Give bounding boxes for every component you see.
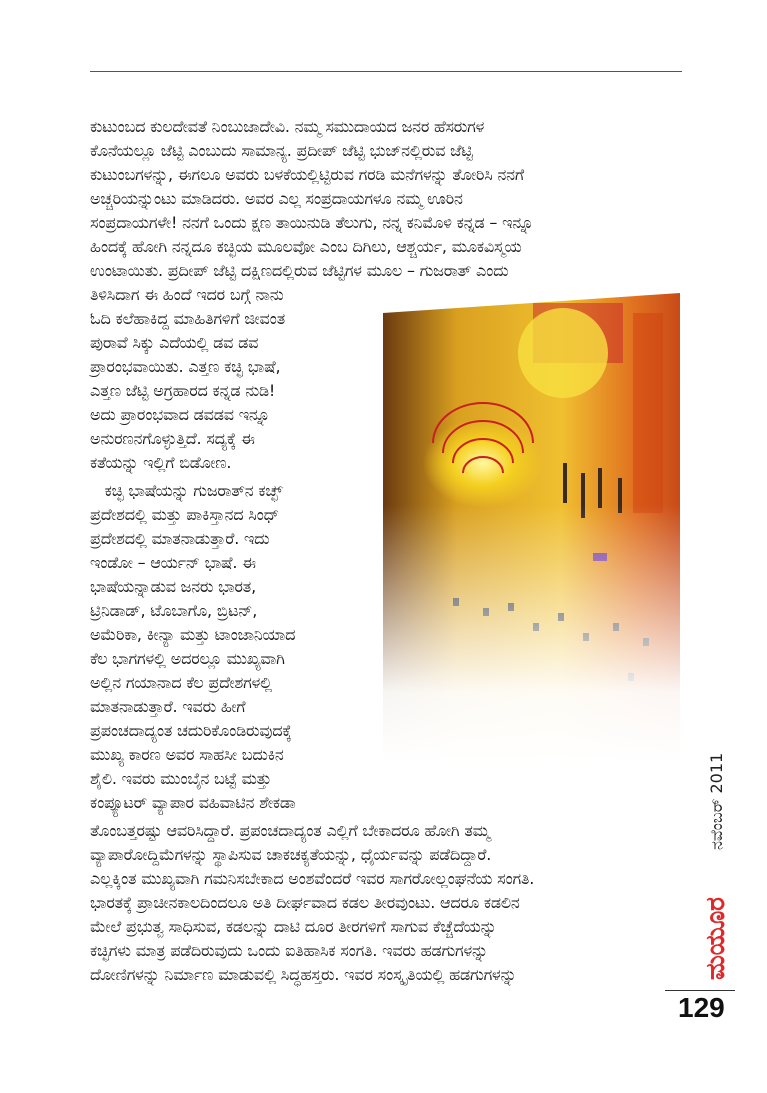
article-line: ಭಾರತಕ್ಕೆ ಪ್ರಾಚೀನಕಾಲದಿಂದಲೂ ಅತಿ ದೀರ್ಘವಾದ ಕಡಲ ತೀರವುಂಟು. ಆದರೂ ಕಡಲಿನ: [90, 893, 520, 912]
article-line: ಇಂಡೋ – ಆರ್ಯನ್ ಭಾಷೆ. ಈ: [90, 553, 256, 572]
article-line: ವ್ಯಾಪಾರೋದ್ದಿಮೆಗಳನ್ನು ಸ್ಥಾಪಿಸುವ ಚಾಕಚಕ್ಯತೆಯನ್ನು, ಧೈರ್ಯವನ್ನು ಪಡೆದಿದ್ದಾರೆ.: [90, 845, 492, 864]
article-line: ಕೆಲ ಭಾಗಗಳಲ್ಲಿ ಅದರಲ್ಲೂ ಮುಖ್ಯವಾಗಿ: [90, 649, 285, 668]
article-line: ಭಾಷೆಯನ್ನಾಡುವ ಜನರು ಭಾರತ,: [90, 577, 256, 596]
article-line: ಪ್ರದೇಶದಲ್ಲಿ ಮಾತನಾಡುತ್ತಾರೆ. ಇದು: [90, 529, 270, 548]
top-rule: [90, 71, 682, 72]
footer-rule: [665, 990, 735, 991]
article-line: ಪುರಾವೆ ಸಿಕ್ಕು ಎದೆಯಲ್ಲಿ ಡವ ಡವ: [90, 333, 259, 352]
article-line: ಕಂಪ್ಯೂಟರ್ ವ್ಯಾಪಾರ ವಹಿವಾಟಿನ ಶೇಕಡಾ: [90, 793, 296, 812]
article-line: ತಿಳಿಸಿದಾಗ ಈ ಹಿಂದೆ ಇದರ ಬಗ್ಗೆ ನಾನು: [90, 285, 284, 304]
article-line: ಮಾತನಾಡುತ್ತಾರೆ. ಇವರು ಹೀಗೆ: [90, 697, 246, 716]
article-line: ಕೊನೆಯಲ್ಲೂ ಜೆಟ್ಟಿ ಎಂಬುದು ಸಾಮಾನ್ಯ. ಪ್ರದೀಪ್ ಜೆಟ್ಟಿ ಭುಜ್‌ನಲ್ಲಿರುವ ಜೆಟ್ಟಿ: [90, 141, 473, 160]
article-line: ಮೇಲೆ ಪ್ರಭುತ್ವ ಸಾಧಿಸುವ, ಕಡಲನ್ನು ದಾಟಿ ದೂರ ತೀರಗಳಿಗೆ ಸಾಗುವ ಕೆಚ್ಚೆದೆಯನ್ನು: [90, 917, 497, 936]
article-line: ಅದು ಪ್ರಾರಂಭವಾದ ಡವಡವ ಇನ್ನೂ: [90, 405, 270, 424]
article-line: ಕಚ್ಛಿಗಳು ಮಾತ್ರ ಪಡೆದಿರುವುದು ಒಂದು ಐತಿಹಾಸಿಕ ಸಂಗತಿ. ಇವರು ಹಡಗುಗಳನ್ನು: [90, 941, 488, 960]
article-line: ಎಲ್ಲಕ್ಕಿಂತ ಮುಖ್ಯವಾಗಿ ಗಮನಿಸಬೇಕಾದ ಅಂಶವೆಂದರೆ ಇವರ ಸಾಗರೋಲ್ಲಂಘನೆಯ ಸಂಗತಿ.: [90, 869, 535, 888]
article-line: ಪ್ರಪಂಚದಾದ್ಯಂತ ಚದುರಿಕೊಂಡಿರುವುದಕ್ಕೆ: [90, 721, 292, 740]
article-line: ಕುಟುಂಬಗಳನ್ನು, ಈಗಲೂ ಅವರು ಬಳಕೆಯಲ್ಲಿಟ್ಟಿರುವ ಗರಡಿ ಮನೆಗಳನ್ನು ತೋರಿಸಿ ನನಗೆ: [90, 165, 524, 184]
page-number: 129: [678, 992, 725, 1023]
issue-date: ನವೆಂಬರ್ 2011: [707, 752, 726, 850]
article-line: ಪ್ರಾರಂಭವಾಯಿತು. ಎತ್ತಣ ಕಚ್ಛಿ ಭಾಷೆ,: [90, 357, 281, 376]
abstract-illustration: [383, 293, 680, 763]
article-line: ಅಲ್ಲಿನ ಗಯಾನಾದ ಕೆಲ ಪ್ರದೇಶಗಳಲ್ಲಿ: [90, 673, 272, 692]
article-line: ದೋಣಿಗಳನ್ನು ನಿರ್ಮಾಣ ಮಾಡುವಲ್ಲಿ ಸಿದ್ಧಹಸ್ತರು. ಇವರ ಸಂಸ್ಕೃತಿಯಲ್ಲಿ ಹಡಗುಗಳನ್ನು: [90, 965, 517, 984]
article-line: ಉಂಟಾಯಿತು. ಪ್ರದೀಪ್ ಜೆಟ್ಟಿ ದಕ್ಷಿಣದಲ್ಲಿರುವ ಜೆಟ್ಟಿಗಳ ಮೂಲ – ಗುಜರಾತ್ ಎಂದು: [90, 261, 509, 280]
article-line: ಅನುರಣನಗೊಳ್ಳುತ್ತಿದೆ. ಸದ್ಯಕ್ಕೆ ಈ: [90, 429, 255, 448]
article-line: ಶೈಲಿ. ಇವರು ಮುಂಬೈನ ಬಟ್ಟೆ ಮತ್ತು: [90, 769, 272, 788]
illustration-fade: [383, 293, 680, 763]
article-line: ಅಚ್ಚರಿಯನ್ನುಂಟು ಮಾಡಿದರು. ಅವರ ಎಲ್ಲ ಸಂಪ್ರದಾಯಗಳೂ ನಮ್ಮ ಊರಿನ: [90, 189, 463, 208]
article-line: ಹಿಂದಕ್ಕೆ ಹೋಗಿ ನನ್ನದೂ ಕಚ್ಛಿಯ ಮೂಲವೋ ಎಂಬ ದಿಗಿಲು, ಆಶ್ಚರ್ಯ, ಮೂಕವಿಸ್ಮಯ: [90, 237, 522, 256]
article-line: ಪ್ರದೇಶದಲ್ಲಿ ಮತ್ತು ಪಾಕಿಸ್ತಾನದ ಸಿಂಧ್: [90, 505, 279, 524]
article-line: ಓದಿ ಕಲೆಹಾಕಿದ್ದ ಮಾಹಿತಿಗಳಿಗೆ ಜೀವಂತ: [90, 309, 285, 328]
illustration-art: [383, 293, 680, 763]
article-line: ಸಂಪ್ರದಾಯಗಳೇ! ನನಗೆ ಒಂದು ಕ್ಷಣ ತಾಯಿನುಡಿ ತೆಲುಗು, ನನ್ನ ಕನಿಮೊಳಿ ಕನ್ನಡ – ಇನ್ನೂ: [90, 213, 534, 232]
article-line: ಎತ್ತಣ ಜೆಟ್ಟಿ ಅಗ್ರಹಾರದ ಕನ್ನಡ ನುಡಿ!: [90, 381, 276, 400]
article-line: ಮುಖ್ಯ ಕಾರಣ ಅವರ ಸಾಹಸೀ ಬದುಕಿನ: [90, 745, 284, 764]
article-line: ಕುಟುಂಬದ ಕುಲದೇವತೆ ನಿಂಬುಜಾದೇವಿ. ನಮ್ಮ ಸಮುದಾಯದ ಜನರ ಹೆಸರುಗಳ: [90, 117, 485, 136]
article-line: ಟ್ರಿನಿಡಾಡ್, ಟೊಬಾಗೊ, ಬ್ರಿಟನ್,: [90, 601, 258, 620]
article-line: ಅಮೆರಿಕಾ, ಕೀನ್ಯಾ ಮತ್ತು ಟಾಂಜಾನಿಯಾದ: [90, 625, 296, 644]
magazine-logo: ಮಯೂರ: [701, 897, 731, 980]
article-line: ಕತೆಯನ್ನು ಇಲ್ಲಿಗೆ ಬಿಡೋಣ.: [90, 453, 232, 472]
side-meta: [693, 752, 733, 990]
article-line: ತೊಂಬತ್ತರಷ್ಟು ಆವರಿಸಿದ್ದಾರೆ. ಪ್ರಪಂಚದಾದ್ಯಂತ ಎಲ್ಲಿಗೆ ಬೇಕಾದರೂ ಹೋಗಿ ತಮ್ಮ: [90, 821, 490, 840]
article-line: ಕಚ್ಛಿ ಭಾಷೆಯನ್ನು ಗುಜರಾತ್‌ನ ಕಚ್ಛ್: [90, 481, 283, 500]
